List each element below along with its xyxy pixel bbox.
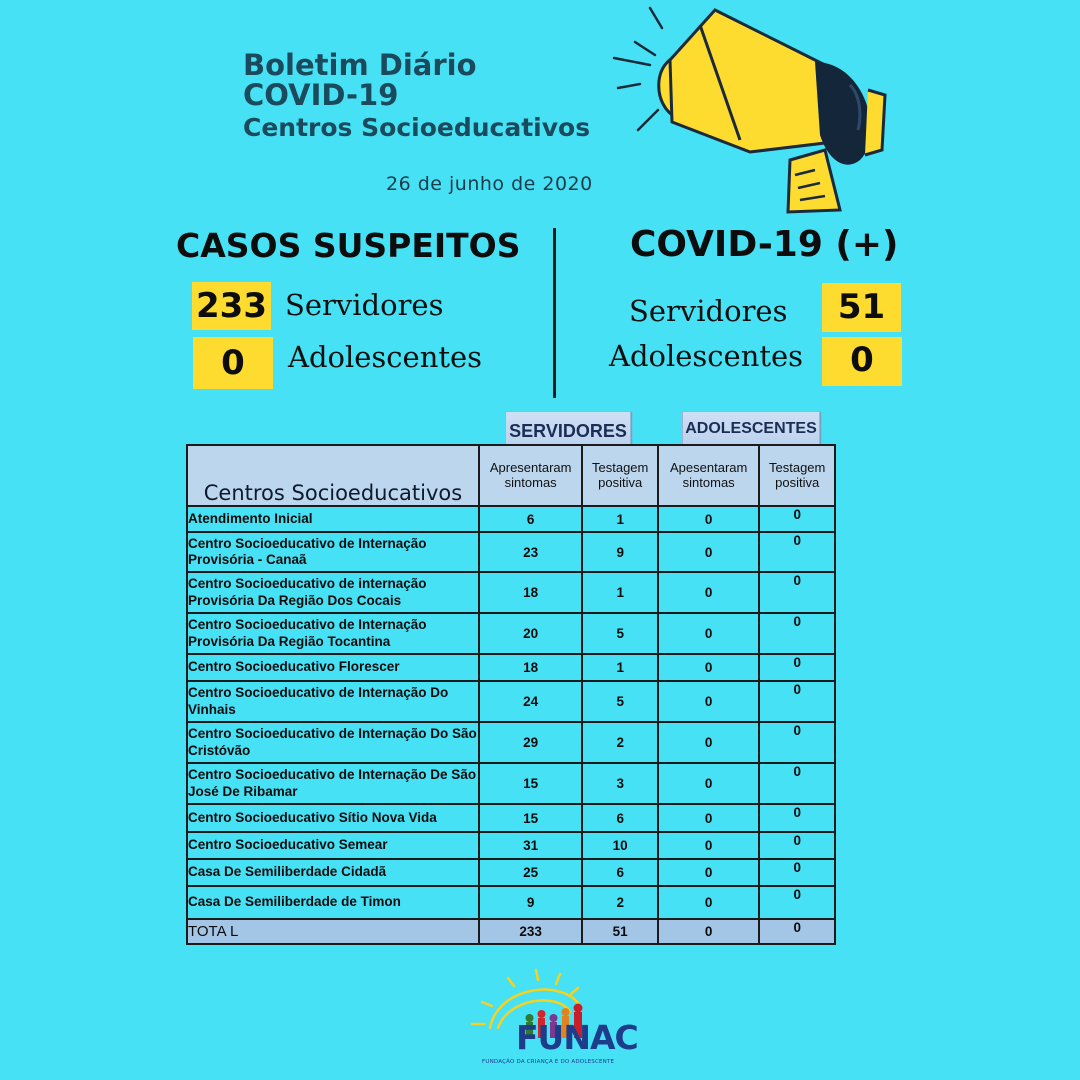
cell-sintomas-adolescentes: 0 (658, 804, 759, 832)
row-name: Centro Socioeducativo Semear (187, 832, 479, 859)
table-row (187, 572, 835, 613)
cell-sintomas-servidores: 18 (479, 654, 582, 681)
row-name: Centro Socioeducativo de Internação Provisória - Canaã (187, 532, 479, 572)
cell-sintomas-servidores: 29 (479, 722, 582, 763)
row-name: Atendimento Inicial (187, 506, 479, 532)
table-total-row (187, 919, 835, 944)
column-header-centros: Centros Socioeducativos (187, 445, 479, 506)
cell-testagem-servidores: 1 (582, 654, 658, 681)
cell-testagem-servidores: 2 (582, 722, 658, 763)
table-row (187, 613, 835, 654)
cell-testagem-servidores: 10 (582, 832, 658, 859)
cell-testagem-servidores: 2 (582, 886, 658, 919)
cell-sintomas-servidores: 25 (479, 859, 582, 886)
table-row (187, 681, 835, 722)
cell-sintomas-adolescentes: 0 (658, 613, 759, 654)
cell-sintomas-adolescentes: 0 (658, 886, 759, 919)
column-header-sintomas-servidores: Apresentaram sintomas (479, 445, 582, 506)
cell-sintomas-adolescentes: 0 (658, 681, 759, 722)
cell-sintomas-servidores: 18 (479, 572, 582, 613)
cell-testagem-adolescentes: 0 (759, 859, 835, 886)
cell-sintomas-servidores: 31 (479, 832, 582, 859)
cell-testagem-servidores: 1 (582, 506, 658, 532)
megaphone-icon (610, 0, 900, 225)
bulletin-title (243, 50, 590, 141)
row-name: Centro Socioeducativo de Internação Provisória Da Região Tocantina (187, 613, 479, 654)
suspected-cases-heading: CASOS SUSPEITOS (176, 226, 521, 265)
cell-testagem-adolescentes: 0 (759, 886, 835, 919)
cell-sintomas-servidores: 6 (479, 506, 582, 532)
table-row (187, 763, 835, 804)
positive-servidores-label: Servidores (629, 294, 788, 328)
cell-testagem-servidores: 3 (582, 763, 658, 804)
group-tag-servidores: SERVIDORES (505, 411, 631, 445)
cell-testagem-servidores: 6 (582, 804, 658, 832)
positive-servidores-value: 51 (822, 283, 901, 332)
cell-sintomas-servidores: 15 (479, 763, 582, 804)
total-sintomas-adolescentes: 0 (658, 919, 759, 944)
cell-sintomas-adolescentes: 0 (658, 572, 759, 613)
cell-testagem-adolescentes: 0 (759, 572, 835, 613)
row-name: Casa De Semiliberdade Cidadã (187, 859, 479, 886)
table-row (187, 804, 835, 832)
logo-brand: FUNAC (516, 1018, 638, 1057)
row-name: Centro Socioeducativo de Internação Do São Cristóvão (187, 722, 479, 763)
cell-testagem-servidores: 1 (582, 572, 658, 613)
positive-adolescentes-value: 0 (822, 337, 902, 386)
table-row (187, 506, 835, 532)
suspected-adolescentes-label: Adolescentes (288, 340, 483, 374)
row-name: Centro Socioeducativo Sítio Nova Vida (187, 804, 479, 832)
column-header-sintomas-adolescentes: Apesentaram sintomas (658, 445, 759, 506)
cell-sintomas-adolescentes: 0 (658, 722, 759, 763)
cell-testagem-servidores: 5 (582, 681, 658, 722)
cell-testagem-adolescentes: 0 (759, 506, 835, 532)
cell-testagem-adolescentes: 0 (759, 832, 835, 859)
cell-sintomas-adolescentes: 0 (658, 859, 759, 886)
cell-testagem-adolescentes: 0 (759, 532, 835, 572)
column-header-testagem-adolescentes: Testagem positiva (759, 445, 835, 506)
table-row (187, 654, 835, 681)
positive-cases-heading: COVID-19 (+) (630, 224, 899, 265)
cell-sintomas-servidores: 9 (479, 886, 582, 919)
cell-sintomas-servidores: 15 (479, 804, 582, 832)
total-testagem-servidores: 51 (582, 919, 658, 944)
total-sintomas-servidores: 233 (479, 919, 582, 944)
column-header-testagem-servidores: Testagem positiva (582, 445, 658, 506)
row-name: Centro Socioeducativo Florescer (187, 654, 479, 681)
cell-testagem-servidores: 6 (582, 859, 658, 886)
title-line-2: COVID-19 (243, 78, 399, 113)
positive-adolescentes-label: Adolescentes (609, 339, 804, 373)
cell-sintomas-adolescentes: 0 (658, 763, 759, 804)
table-row (187, 722, 835, 763)
table-row (187, 859, 835, 886)
cell-testagem-adolescentes: 0 (759, 763, 835, 804)
bulletin-date: 26 de junho de 2020 (386, 173, 593, 195)
cell-sintomas-adolescentes: 0 (658, 506, 759, 532)
cell-testagem-adolescentes: 0 (759, 613, 835, 654)
table-row (187, 832, 835, 859)
row-name: Centro Socioeducativo de internação Provisória Da Região Dos Cocais (187, 572, 479, 613)
title-line-1: Boletim Diário (243, 48, 477, 82)
suspected-servidores-value: 233 (192, 282, 271, 330)
total-testagem-adolescentes: 0 (759, 919, 835, 944)
cell-testagem-servidores: 9 (582, 532, 658, 572)
suspected-servidores-label: Servidores (285, 288, 444, 322)
row-name: Casa De Semiliberdade de Timon (187, 886, 479, 919)
cell-sintomas-adolescentes: 0 (658, 532, 759, 572)
row-name: Centro Socioeducativo de Internação Do Vinhais (187, 681, 479, 722)
suspected-adolescentes-value: 0 (193, 337, 273, 389)
stats-divider (553, 228, 556, 398)
cell-sintomas-servidores: 23 (479, 532, 582, 572)
group-tag-adolescentes: ADOLESCENTES (682, 411, 820, 445)
cell-sintomas-servidores: 20 (479, 613, 582, 654)
total-label: TOTA L (187, 919, 479, 944)
logo-tagline: FUNDAÇÃO DA CRIANÇA E DO ADOLESCENTE (482, 1059, 615, 1065)
cell-sintomas-servidores: 24 (479, 681, 582, 722)
cell-testagem-adolescentes: 0 (759, 804, 835, 832)
cell-sintomas-adolescentes: 0 (658, 654, 759, 681)
row-name: Centro Socioeducativo de Internação De São José De Ribamar (187, 763, 479, 804)
title-line-3: Centros Socioeducativos (243, 112, 591, 142)
cell-testagem-servidores: 5 (582, 613, 658, 654)
cell-testagem-adolescentes: 0 (759, 722, 835, 763)
table-row (187, 886, 835, 919)
cell-sintomas-adolescentes: 0 (658, 832, 759, 859)
cell-testagem-adolescentes: 0 (759, 654, 835, 681)
table-row (187, 532, 835, 572)
cell-testagem-adolescentes: 0 (759, 681, 835, 722)
cases-table (186, 444, 836, 945)
